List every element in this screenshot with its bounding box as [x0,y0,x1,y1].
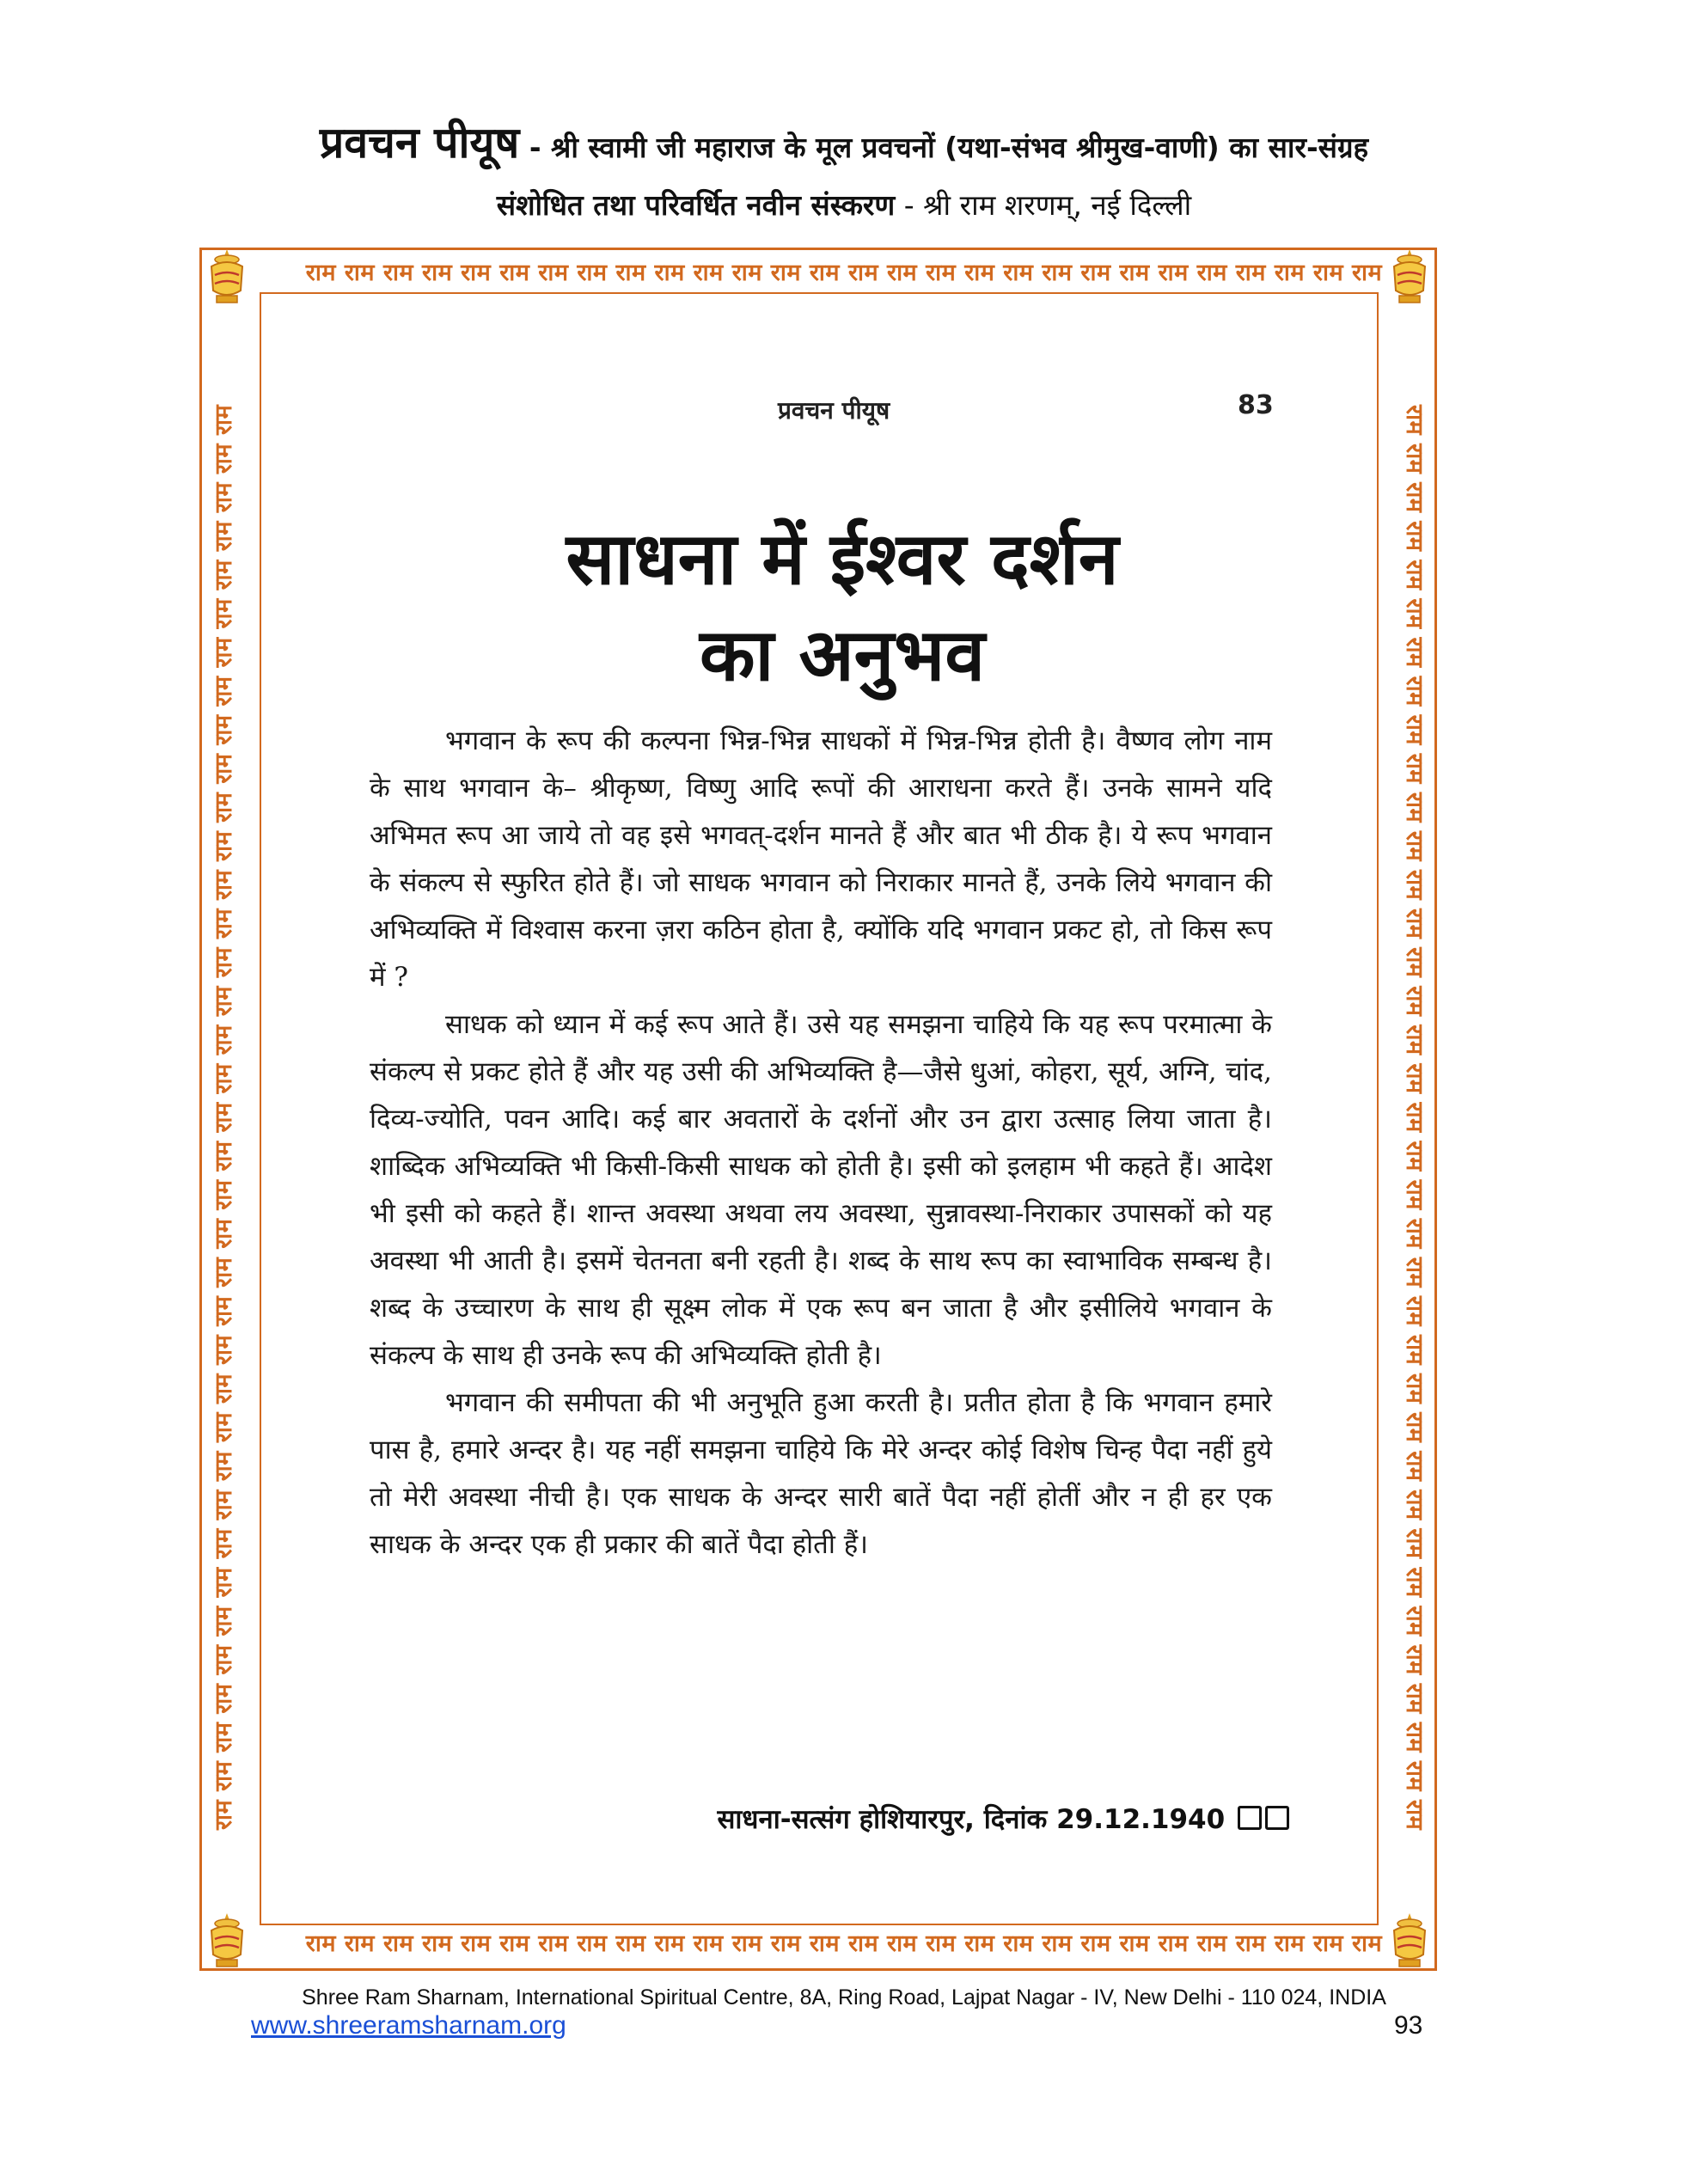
edition-label: संशोधित तथा परिवर्धित नवीन संस्करण [496,188,896,222]
pdf-page-number: 93 [1394,2011,1423,2040]
paragraph: साधक को ध्यान में कई रूप आते हैं। उसे यह समझना चाहिये कि यह रूप परमात्मा के संकल्प से प्रकट होते हैं और यह उसी की अभिव्यक्ति है—जैसे धुआं, कोहरा, सूर्य, अग्नि, चांद, दिव्य-ज्योति, पवन आदि। कई बार अवतारों के दर्शनों और उन द्वारा उत्साह लिया जाता है। शाब्दिक अभिव्यक्ति भी किसी-किसी साधक को होती है। इसी को इलहाम भी कहते हैं। आदेश भी इसी को कहते हैं। शान्त अवस्था अथवा लय अवस्था, सुन्नावस्था-निराकार उपासकों को यह अवस्था भी आती है। इसमें चेतनता बनी रहती है। शब्द के साथ रूप का स्वाभाविक सम्बन्ध है। शब्द के उच्चारण के साथ ही सूक्ष्म लोक में एक रूप बन जाता है और इसीलिये भगवान के संकल्प के साथ ही उनके रूप की अभिव्यक्ति होती है। [370,1009,1272,1371]
kalash-icon [1385,246,1434,308]
kalash-icon [203,246,251,308]
border-ram-left: राम राम राम राम राम राम राम राम राम राम राम राम राम राम राम राम राम राम राम राम राम राम राम राम राम राम राम राम राम राम राम राम राम राम राम राम राम [211,404,237,1831]
border-ram-right: राम राम राम राम राम राम राम राम राम राम राम राम राम राम राम राम राम राम राम राम राम राम राम राम राम राम राम राम राम राम राम राम राम राम राम राम राम [1401,404,1428,1831]
book-page-number: 83 [1238,390,1274,420]
square-ornament-icon [1265,1806,1289,1830]
border-ram-top: राम राम राम राम राम राम राम राम राम राम राम राम राम राम राम राम राम राम राम राम राम राम राम राम राम राम राम राम [305,260,1383,286]
body-text [370,718,1272,1569]
paragraph: भगवान की समीपता की भी अनुभूति हुआ करती है। प्रतीत होता है कि भगवान हमारे पास है, हमारे अन्दर है। यह नहीं समझना चाहिये कि मेरे अन्दर कोई विशेष चिन्ह पैदा नहीं हुये तो मेरी अवस्था नीची है। एक साधक के अन्दर सारी बातें पैदा नहीं होतीं और न ही हर एक साधक के अन्दर एक ही प्रकार की बातें पैदा होती हैं। [370,1387,1272,1560]
book-title: प्रवचन पीयूष [319,118,520,168]
signature-line [653,1801,1289,1837]
website-link[interactable]: www.shreeramsharnam.org [251,2011,566,2040]
document-header-title [0,112,1688,170]
border-ram-bottom: राम राम राम राम राम राम राम राम राम राम राम राम राम राम राम राम राम राम राम राम राम राम राम राम राम राम राम राम [305,1930,1383,1957]
book-subtitle: - श्री स्वामी जी महाराज के मूल प्रवचनों (यथा-संभव श्रीमुख-वाणी) का सार-संग्रह [519,131,1369,164]
kalash-icon [1385,1910,1434,1972]
paragraph: भगवान के रूप की कल्पना भिन्न-भिन्न साधकों में भिन्न-भिन्न होती है। वैष्णव लोग नाम के साथ भगवान के– श्रीकृष्ण, विष्णु आदि रूपों की आराधना करते हैं। उनके सामने यदि अभिमत रूप आ जाये तो वह इसे भगवत्-दर्शन मानते हैं और बात भी ठीक है। ये रूप भगवान के संकल्प से स्फुरित होते हैं। जो साधक भगवान को निराकार मानते हैं, उनके लिये भगवान की अभिव्यक्ति में विश्वास करना ज़रा कठिन होता है, क्योंकि यदि भगवान प्रकट हो, तो किस रूप में ? [370,725,1272,993]
chapter-title-line1: साधना में ईश्वर दर्शन [566,517,1119,601]
document-header-edition [0,185,1688,223]
kalash-icon [203,1910,251,1972]
running-head: प्रवचन पीयूष [778,396,890,425]
square-ornament-icon [1238,1806,1262,1830]
footer-address: Shree Ram Sharnam, International Spiritual Centre, 8A, Ring Road, Lajpat Nagar - IV, New Delhi - 110 024, INDIA [302,1985,1386,2010]
signature-text: साधना-सत्संग होशियारपुर, दिनांक 29.12.1940 [717,1804,1226,1835]
chapter-title-line2: का अनुभव [699,613,986,697]
edition-publisher: - श्री राम शरणम्, नई दिल्ली [895,188,1192,222]
